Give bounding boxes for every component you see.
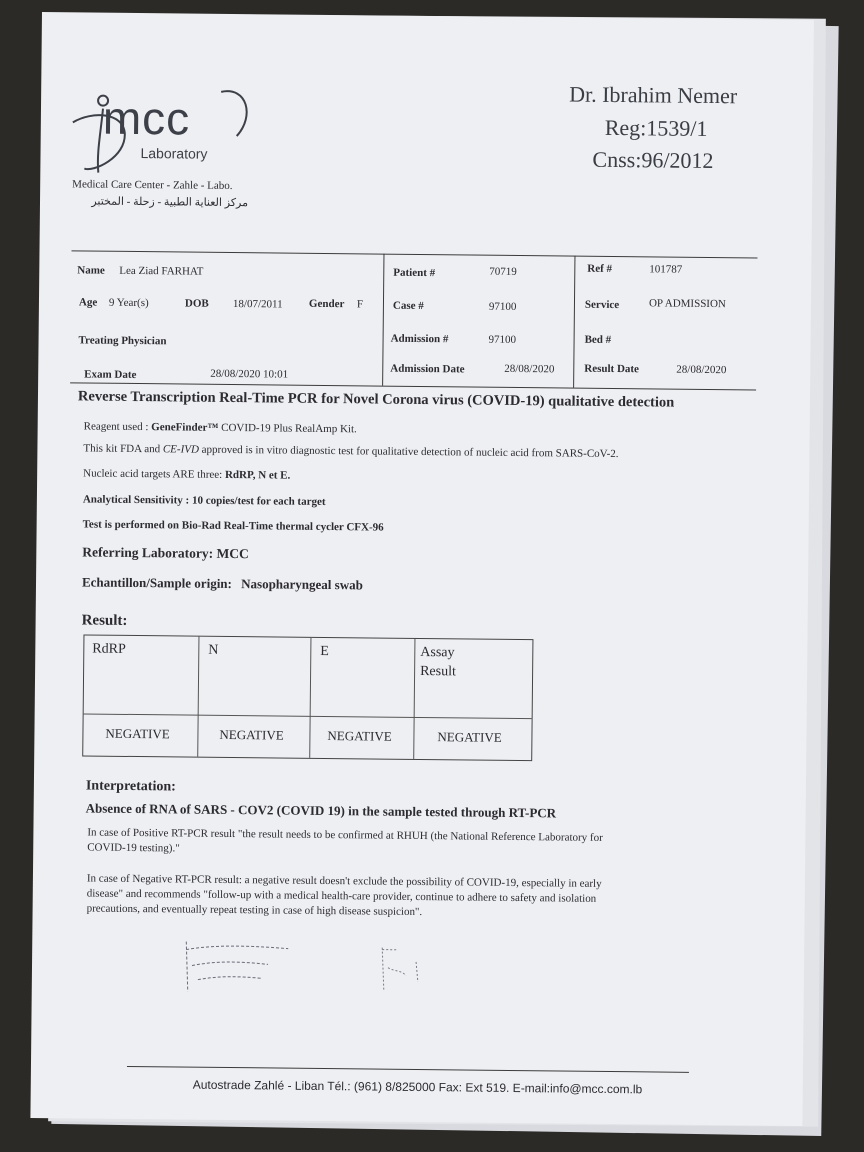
value-e: NEGATIVE (327, 728, 392, 744)
col-divider-1 (197, 637, 199, 757)
kit-text-c: approved is in vitro diagnostic test for qualitative detection of nucleic acid from SARS-CoV-2. (198, 443, 619, 461)
physician-label: Treating Physician (78, 334, 167, 348)
positive-note-2: COVID-19 testing)." (87, 841, 180, 855)
col-divider-2 (309, 638, 311, 758)
report-page (30, 12, 814, 1126)
admission-number: 97100 (488, 333, 517, 346)
lab-logo-text: mcc (102, 91, 191, 145)
case-label: Case # (392, 299, 424, 313)
ref-number: 101787 (649, 263, 683, 276)
cycler-line: Test is performed on Bio-Rad Real-Time thermal cycler CFX-96 (82, 518, 384, 534)
reagent-brand: GeneFinder™ (151, 421, 219, 434)
value-n: NEGATIVE (219, 726, 284, 743)
value-rdrp: NEGATIVE (105, 725, 170, 742)
positive-note-1: In case of Positive RT-PCR result "the result needs to be confirmed at RHUH (the National Reference Laboratory for (87, 826, 603, 844)
col-divider-3 (413, 639, 415, 759)
info-divider-1 (382, 254, 384, 386)
row-divider (84, 713, 532, 719)
negative-note-1: In case of Negative RT-PCR result: a negative result doesn't exclude the possibility of COVID-19, especially in early (86, 872, 602, 890)
dob-label: DOB (184, 297, 209, 310)
lab-address-arabic: مركز العناية الطبية - زحلة - المختبر (91, 195, 249, 210)
negative-note-2: disease" and recommends "follow-up with a medical health-care provider, continue to adhere to safety and isolation (86, 887, 597, 905)
lab-address-english: Medical Care Center - Zahle - Labo. (72, 178, 233, 193)
case-number: 97100 (488, 300, 517, 313)
service-value: OP ADMISSION (648, 297, 726, 311)
lab-logo-subtitle: Laboratory (140, 145, 208, 162)
test-title: Reverse Transcription Real-Time PCR for Novel Corona virus (COVID-19) qualitative detection (77, 388, 675, 411)
footer-address: Autostrade Zahlé - Liban Tél.: (961) 8/825000 Fax: Ext 519. E-mail:info@mcc.com.lb (192, 1077, 643, 1097)
targets-label: Nucleic acid targets ARE three: (83, 467, 226, 481)
bed-label: Bed # (584, 333, 612, 346)
exam-date: 28/08/2020 10:01 (210, 367, 289, 381)
header-assay: Assay (420, 644, 455, 661)
signature-scribble (376, 942, 457, 997)
result-date: 28/08/2020 (676, 363, 727, 377)
header-rdrp: RdRP (92, 641, 126, 657)
info-divider-2 (573, 256, 575, 388)
value-assay-result: NEGATIVE (437, 729, 502, 745)
referring-lab: Referring Laboratory: MCC (82, 544, 249, 562)
header-n: N (208, 642, 219, 658)
kit-text-a: This kit FDA and (83, 442, 163, 456)
result-table (82, 634, 533, 761)
result-date-label: Result Date (584, 362, 640, 376)
sensitivity-line: Analytical Sensitivity : 10 copies/test for each target (82, 493, 326, 508)
signature-stamp (178, 931, 319, 998)
result-heading: Result: (81, 612, 128, 629)
admission-label: Admission # (390, 332, 449, 346)
patient-gender: F (356, 298, 364, 311)
footer-rule (127, 1066, 689, 1073)
interpretation-summary: Absence of RNA of SARS - COV2 (COVID 19) in the sample tested through RT-PCR (85, 800, 557, 821)
header-result: Result (420, 663, 456, 680)
service-label: Service (584, 298, 620, 312)
ref-label: Ref # (587, 262, 613, 275)
sample-origin-value: Nasopharyngeal swab (241, 576, 363, 593)
targets-line (83, 467, 290, 481)
logo-swoosh-icon (217, 86, 258, 146)
admission-date-label: Admission Date (390, 362, 465, 376)
patient-number-label: Patient # (393, 266, 436, 280)
sample-origin-line (82, 574, 363, 593)
reagent-kit: COVID-19 Plus RealAmp Kit. (218, 421, 357, 436)
exam-date-label: Exam Date (84, 368, 137, 382)
reagent-line (84, 420, 357, 435)
patient-dob: 18/07/2011 (232, 298, 283, 311)
gender-label: Gender (308, 297, 345, 311)
doctor-cnss: Cnss:96/2012 (592, 146, 714, 174)
reagent-label: Reagent used : (83, 420, 152, 434)
header-e: E (320, 643, 329, 660)
info-top-rule (71, 250, 757, 258)
kit-approval-line (83, 442, 618, 460)
negative-note-3: precautions, and eventually repeat testing in case of high disease suspicion". (86, 902, 423, 919)
targets-value: RdRP, N et E. (224, 468, 291, 482)
patient-number: 70719 (489, 265, 517, 278)
interpretation-heading: Interpretation: (85, 778, 176, 795)
name-label: Name (77, 264, 105, 277)
patient-age: 9 Year(s) (108, 296, 149, 310)
patient-name: Lea Ziad FARHAT (119, 264, 204, 278)
doctor-reg: Reg:1539/1 (604, 114, 708, 141)
doctor-name: Dr. Ibrahim Nemer (569, 81, 738, 109)
sample-origin-label: Echantillon/Sample origin: (81, 574, 232, 592)
kit-text-ce-ivd: CE-IVD (162, 443, 199, 456)
age-label: Age (78, 296, 98, 309)
admission-date: 28/08/2020 (504, 362, 555, 376)
